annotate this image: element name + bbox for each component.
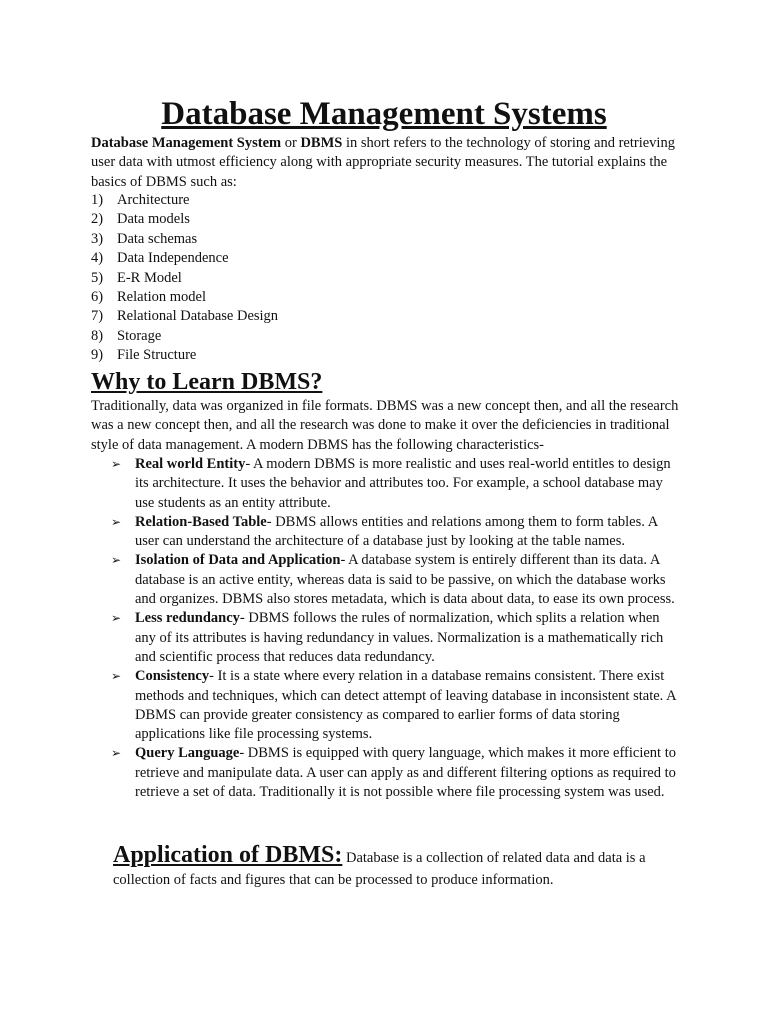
list-item-label: Data Independence — [117, 250, 229, 267]
list-item-number: 7) — [91, 308, 104, 325]
topics-list — [91, 191, 278, 366]
list-item-label: Relational Database Design — [117, 308, 279, 325]
list-item — [91, 327, 278, 346]
characteristic-description: - A database system is entirely different than its data. A database is an active entity, whereas data is said to be passive, on which the database works and organizes. DBMS also stores metadata, which is data about data, to ease its own process. — [135, 552, 675, 608]
intro-term-dbms: DBMS — [300, 135, 343, 151]
characteristic-text — [135, 667, 681, 744]
characteristic-term: Query Language — [135, 745, 240, 762]
characteristic-description: - DBMS follows the rules of normalization, which splits a relation when any of its attributes is having redundancy in values. Normalization is a mathematically rich and scientific process that reduces data redundancy. — [135, 610, 664, 665]
characteristic-term: Relation-Based Table — [135, 513, 267, 530]
characteristic-term: Real world Entity — [135, 456, 246, 472]
intro-paragraph — [91, 134, 691, 192]
characteristics-list — [111, 455, 681, 802]
list-item — [91, 249, 278, 268]
list-item-number: 3) — [91, 230, 104, 247]
why-learn-heading: Why to Learn DBMS? — [91, 369, 323, 395]
list-item-label: E-R Model — [117, 269, 182, 286]
list-item-number: 6) — [91, 289, 104, 306]
list-item-number: 9) — [91, 347, 104, 364]
list-item-label: File Structure — [117, 347, 197, 364]
list-item — [91, 269, 278, 288]
characteristic-item — [111, 667, 681, 744]
list-item — [91, 210, 278, 229]
list-item — [91, 288, 278, 307]
list-item-label: Storage — [117, 327, 162, 344]
application-text: Database is a collection of related data and data is a collection of facts and figures that can be processed to produce information. — [113, 850, 646, 888]
list-item — [91, 230, 278, 249]
arrow-bullet-icon: ➢ — [111, 553, 122, 568]
characteristic-item — [111, 609, 681, 667]
characteristic-term: Less redundancy — [135, 610, 240, 627]
list-item-label: Relation model — [117, 289, 206, 306]
list-item-number: 4) — [91, 250, 104, 267]
characteristic-item — [111, 513, 681, 552]
intro-connector: or — [281, 135, 301, 151]
list-item — [91, 191, 278, 210]
list-item-number: 5) — [91, 269, 104, 286]
list-item-label: Architecture — [117, 192, 190, 208]
arrow-bullet-icon: ➢ — [111, 611, 122, 626]
list-item-number: 1) — [91, 192, 104, 208]
intro-text: in short refers to the technology of storing and retrieving user data with utmost efficiency along with appropriate security measures. The tutorial explains the basics of DBMS such as: — [91, 135, 675, 190]
intro-term-dbms-full: Database Management System — [91, 135, 282, 151]
list-item-number: 8) — [91, 327, 104, 344]
arrow-bullet-icon: ➢ — [111, 457, 122, 471]
characteristic-description: - It is a state where every relation in a database remains consistent. There exist methods and techniques, which can detect attempt of leaving database in inconsistent state. A DBMS can provide greater consistency as compared to earlier forms of data storing applications like file processing systems. — [135, 668, 676, 743]
application-heading: Application of DBMS: — [113, 842, 343, 868]
characteristic-text — [135, 609, 681, 667]
characteristic-item — [111, 551, 681, 609]
page-title: Database Management Systems — [161, 96, 607, 132]
characteristic-text — [135, 455, 681, 513]
characteristic-item — [111, 744, 681, 802]
arrow-bullet-icon: ➢ — [111, 514, 122, 529]
characteristic-term: Consistency — [135, 668, 210, 685]
characteristic-text — [135, 744, 681, 802]
characteristic-description: - A modern DBMS is more realistic and uses real-world entitles to design its architecture. It uses the behavior and attributes too. For example, a school database may use students as an entity attribute. — [135, 456, 671, 511]
list-item-label: Data models — [117, 211, 190, 228]
why-learn-paragraph: Traditionally, data was organized in file formats. DBMS was a new concept then, and all the research was a new concept then, and all the research was done to make it over the deficiencies in traditional style of data management. A modern DBMS has the following characteristics- — [91, 398, 679, 453]
characteristic-text — [135, 513, 681, 552]
list-item-label: Data schemas — [117, 230, 198, 247]
characteristic-description: - DBMS is equipped with query language, which makes it more efficient to retrieve and manipulate data. A user can apply as and different filtering options as required to retrieve a set of data. Traditionally it is not possible where file processing system was used. — [135, 745, 676, 801]
characteristic-item — [111, 455, 681, 513]
list-item-number: 2) — [91, 211, 104, 228]
arrow-bullet-icon: ➢ — [111, 746, 122, 761]
arrow-bullet-icon: ➢ — [111, 669, 122, 684]
list-item — [91, 346, 278, 365]
application-section — [113, 840, 688, 891]
list-item — [91, 307, 278, 326]
characteristic-term: Isolation of Data and Application — [135, 552, 341, 569]
characteristic-text — [135, 551, 681, 609]
characteristic-description: - DBMS allows entities and relations among them to form tables. A user can understand the architecture of a database just by looking at the table names. — [135, 513, 658, 550]
